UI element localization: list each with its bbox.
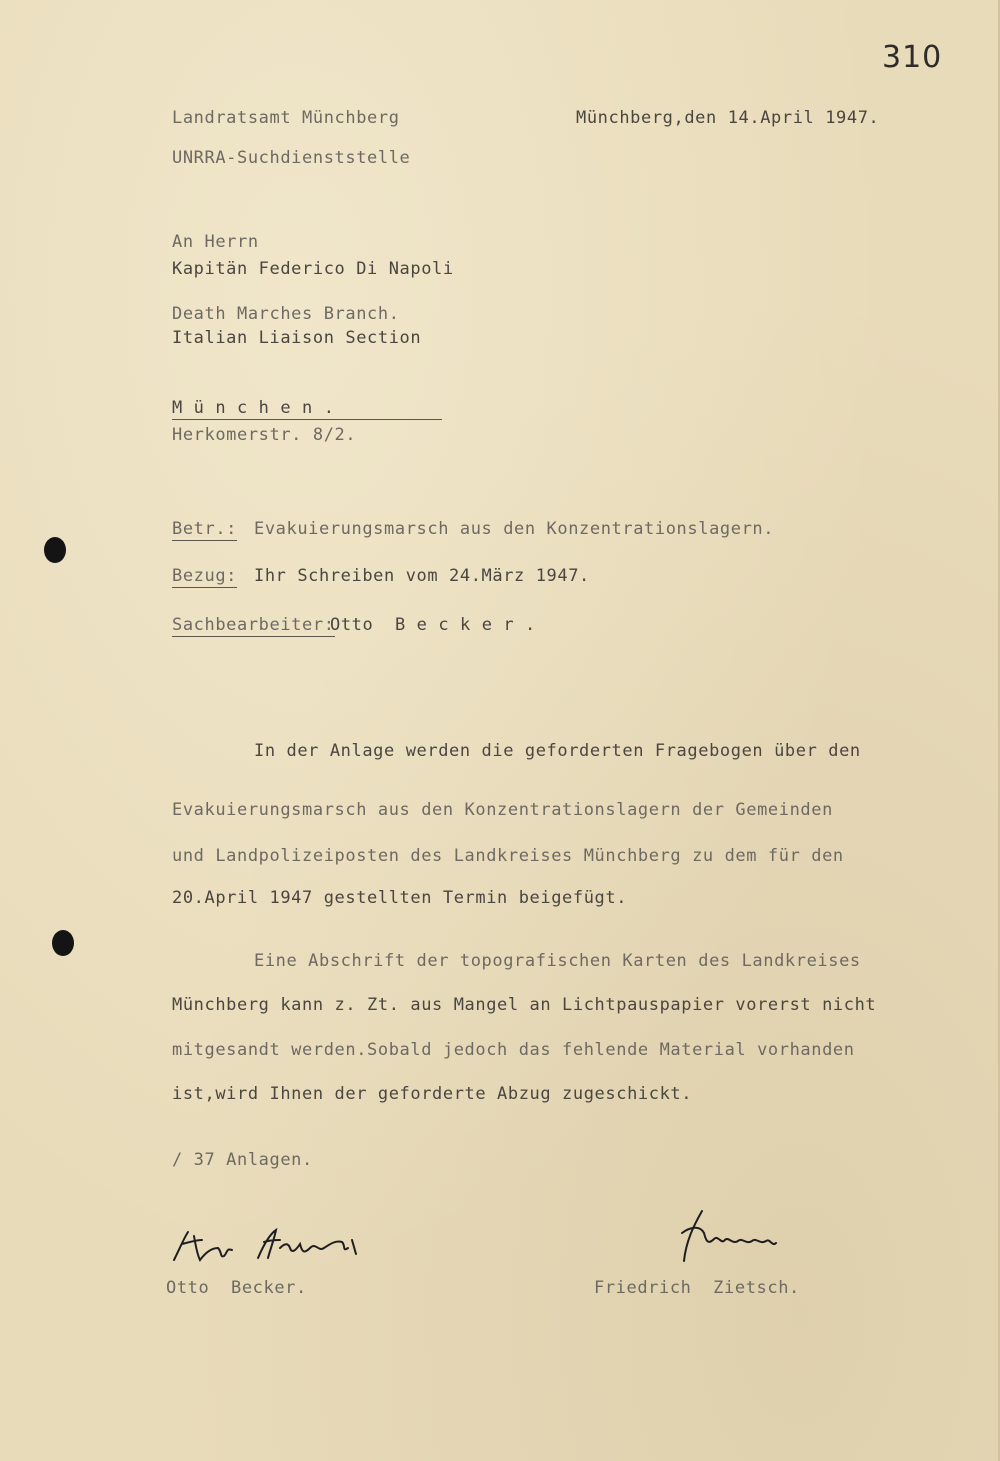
- bezug-text: Ihr Schreiben vom 24.März 1947.: [254, 566, 590, 586]
- place-date: Münchberg,den 14.April 1947.: [576, 108, 880, 128]
- body-p1-line4: 20.April 1947 gestellten Termin beigefügt.: [172, 888, 628, 908]
- recipient-section: Italian Liaison Section: [172, 328, 422, 348]
- recipient-city: M ü n c h e n .: [172, 398, 442, 420]
- betr-text: Evakuierungsmarsch aus den Konzentrationslagern.: [254, 519, 775, 539]
- signature-zietsch: [660, 1205, 790, 1275]
- enclosures: / 37 Anlagen.: [172, 1150, 313, 1170]
- signatory-right-name: Friedrich Zietsch.: [594, 1278, 800, 1298]
- sender-office: Landratsamt Münchberg: [172, 108, 400, 128]
- body-p1-line2: Evakuierungsmarsch aus den Konzentrationslagern der Gemeinden: [172, 800, 833, 820]
- sachbearbeiter-text: Otto B e c k e r .: [330, 615, 536, 635]
- signatory-left-name: Otto Becker.: [166, 1278, 307, 1298]
- punch-hole-bottom: [52, 930, 74, 956]
- body-p2-line2: Münchberg kann z. Zt. aus Mangel an Lichtpauspapier vorerst nicht: [172, 995, 877, 1015]
- bezug-label: Bezug:: [172, 566, 238, 586]
- body-p1-line1: In der Anlage werden die geforderten Fragebogen über den: [254, 741, 861, 761]
- body-p1-line3: und Landpolizeiposten des Landkreises Münchberg zu dem für den: [172, 846, 844, 866]
- body-p2-line4: ist,wird Ihnen der geforderte Abzug zugeschickt.: [172, 1084, 693, 1104]
- recipient-branch: Death Marches Branch.: [172, 304, 400, 324]
- sender-unit: UNRRA-Suchdienststelle: [172, 148, 411, 168]
- page-number: 310: [882, 40, 943, 75]
- recipient-name: Kapitän Federico Di Napoli: [172, 259, 454, 279]
- recipient-salutation: An Herrn: [172, 232, 259, 252]
- punch-hole-top: [44, 537, 66, 563]
- betr-label: Betr.:: [172, 519, 238, 539]
- body-p2-line3: mitgesandt werden.Sobald jedoch das fehlende Material vorhanden: [172, 1040, 855, 1060]
- sachbearbeiter-label: Sachbearbeiter:: [172, 615, 335, 635]
- body-p2-line1: Eine Abschrift der topografischen Karten des Landkreises: [254, 951, 861, 971]
- recipient-street: Herkomerstr. 8/2.: [172, 425, 357, 445]
- signature-becker: [166, 1218, 366, 1268]
